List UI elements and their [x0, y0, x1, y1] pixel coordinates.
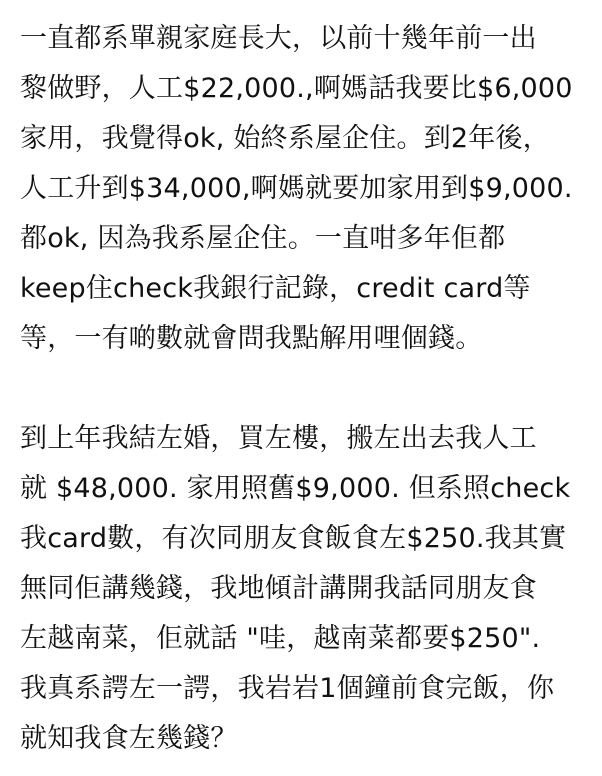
text-line: keep住check我銀行記錄，credit card等 [20, 273, 531, 304]
text-line: 就知我食左幾錢？ [20, 723, 238, 754]
text-line: 家用，我覺得ok, 始終系屋企住。到2年後， [20, 123, 550, 154]
text-line: 我card數，有次同朋友食飯食左$250.我其實 [20, 523, 567, 554]
text-line: 等，一有啲數就會問我點解用哩個錢。 [20, 323, 483, 354]
text-line: 人工升到$34,000,啊媽就要加家用到$9,000. [20, 173, 573, 204]
text-line: 一直都系單親家庭長大，以前十幾年前一出 [20, 23, 537, 54]
text-line: 就 $48,000. 家用照舊$9,000. 但系照check [20, 473, 571, 504]
text-line: 都ok, 因為我系屋企住。一直咁多年佢都 [20, 223, 506, 254]
text-line: 無同佢講幾錢，我地傾計講開我話同朋友食 [20, 573, 537, 604]
text-line: 黎做野，人工$22,000.,啊媽話我要比$6,000 [20, 73, 573, 104]
text-line: 我真系諤左一諤，我岩岩1個鐘前食完飯，你 [20, 673, 555, 704]
text-line: 到上年我結左婚，買左樓，搬左出去我人工 [20, 423, 537, 454]
text-line: 左越南菜，佢就話 "哇，越南菜都要$250". [20, 623, 541, 654]
